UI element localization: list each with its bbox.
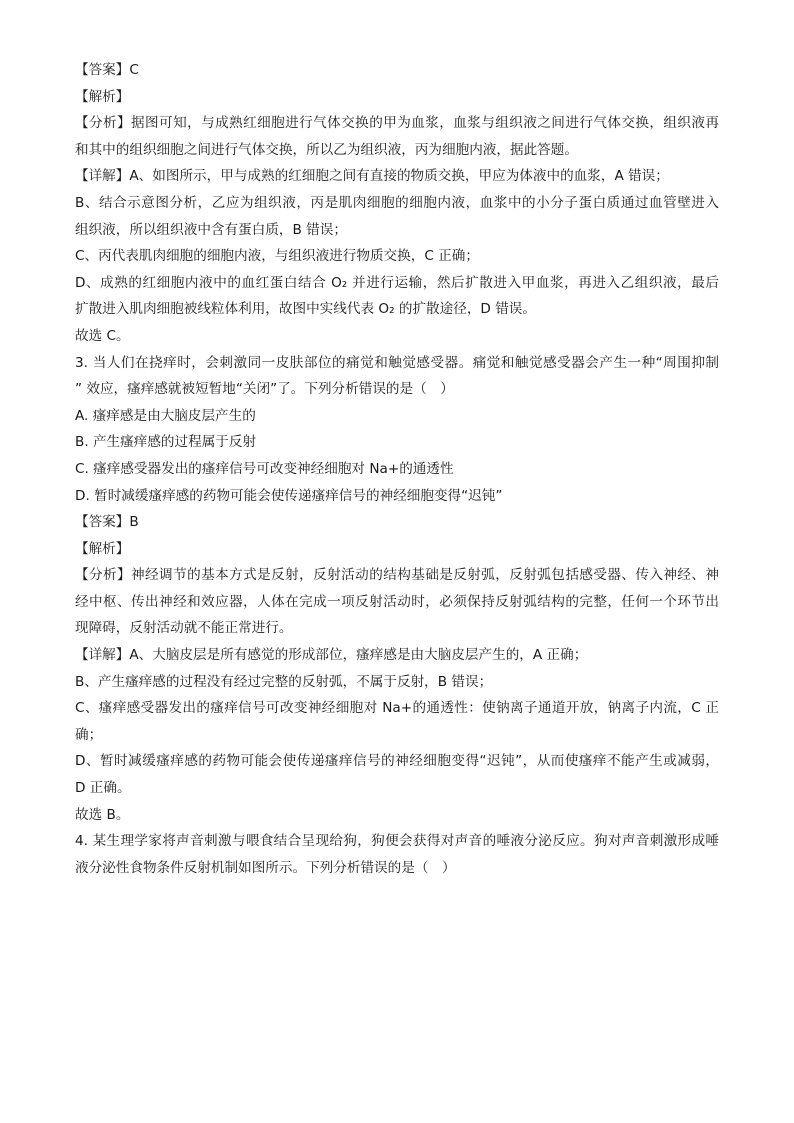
question-4-stem-line1: 4. 某生理学家将声音刺激与喂食结合呈现给狗，狗便会获得对声音的唾液分泌反应。狗对声音刺激形成唾 xyxy=(75,833,719,850)
detail-q2-c: C、丙代表肌肉细胞的细胞内液，与组织液进行物质交换，C 正确； xyxy=(75,248,479,265)
question-3-stem-line1: 3. 当人们在挠痒时，会刺激同一皮肤部位的痛觉和触觉感受器。痛觉和触觉感受器会产生一种“周围抑制 xyxy=(75,354,719,371)
detail-q2-d-line2: 扩散进入肌肉细胞被线粒体利用，故图中实线代表 O₂ 的扩散途径，D 错误。 xyxy=(75,301,536,318)
question-3-stem-line2: ” 效应，瘙痒感就被短暂地“关闭”了。下列分析错误的是（ ） xyxy=(75,381,454,398)
analysis-text-q3-line2: 经中枢、传出神经和效应器，人体在完成一项反射活动时，必须保持反射弧结构的完整，任何一个环节出 xyxy=(75,593,719,610)
question-3-option-d: D. 暂时减缓瘙痒感的药物可能会使传递瘙痒信号的神经细胞变得“迟钝” xyxy=(75,487,503,504)
detail-q2-a: 【详解】A、如图所示，甲与成熟的红细胞之间有直接的物质交换，甲应为体液中的血浆，A 错误； xyxy=(75,168,669,185)
conclusion-q3: 故选 B。 xyxy=(75,806,130,823)
detail-q3-d-line1: D、暂时减缓瘙痒感的药物可能会使传递瘙痒信号的神经细胞变得“迟钝”，从而使瘙痒不能产生或减弱， xyxy=(75,753,719,770)
detail-q2-b-line1: B、结合示意图分析，乙应为组织液，丙是肌肉细胞的细胞内液，血浆中的小分子蛋白质通过血管壁进入 xyxy=(75,194,719,211)
answer-label-q3: 【答案】B xyxy=(75,514,139,531)
detail-q3-c-line1: C、瘙痒感受器发出的瘙痒信号可改变神经细胞对 Na+的通透性：使钠离子通道开放，钠离子内流，C 正 xyxy=(75,700,719,717)
answer-label-q2: 【答案】C xyxy=(75,62,139,78)
question-3-option-a: A. 瘙痒感是由大脑皮层产生的 xyxy=(75,407,256,424)
question-3-option-c: C. 瘙痒感受器发出的瘙痒信号可改变神经细胞对 Na+的通透性 xyxy=(75,460,454,477)
detail-q3-d-line2: D 正确。 xyxy=(75,780,131,797)
question-3-option-b: B. 产生瘙痒感的过程属于反射 xyxy=(75,434,257,451)
detail-q3-b: B、产生瘙痒感的过程没有经过完整的反射弧，不属于反射，B 错误； xyxy=(75,673,493,690)
detail-q3-c-line2: 确； xyxy=(75,726,103,743)
question-4-stem-line2: 液分泌性食物条件反射机制如图所示。下列分析错误的是（ ） xyxy=(75,859,456,876)
analysis-text-q2-line2: 和其中的组织细胞之间进行气体交换，所以乙为组织液，丙为细胞内液，据此答题。 xyxy=(75,141,578,158)
detail-q2-d-line1: D、成熟的红细胞内液中的血红蛋白结合 O₂ 并进行运输，然后扩散进入甲血浆，再进入乙组织液，最后 xyxy=(75,274,719,291)
detail-q3-a: 【详解】A、大脑皮层是所有感觉的形成部位，瘙痒感是由大脑皮层产生的，A 正确； xyxy=(75,647,588,664)
analysis-text-q3-line3: 现障碍，反射活动就不能正常进行。 xyxy=(75,620,293,637)
analysis-heading-q3: 【解析】 xyxy=(75,540,130,557)
conclusion-q2: 故选 C。 xyxy=(75,327,130,344)
analysis-heading-q2: 【解析】 xyxy=(75,88,130,105)
analysis-text-q3-line1: 【分析】神经调节的基本方式是反射，反射活动的结构基础是反射弧，反射弧包括感受器、传入神经、神 xyxy=(75,567,719,584)
detail-q2-b-line2: 组织液，所以组织液中含有蛋白质，B 错误； xyxy=(75,221,347,238)
analysis-text-q2-line1: 【分析】据图可知，与成熟红细胞进行气体交换的甲为血浆，血浆与组织液之间进行气体交换，组织液再 xyxy=(75,115,719,132)
document-page xyxy=(75,57,719,881)
